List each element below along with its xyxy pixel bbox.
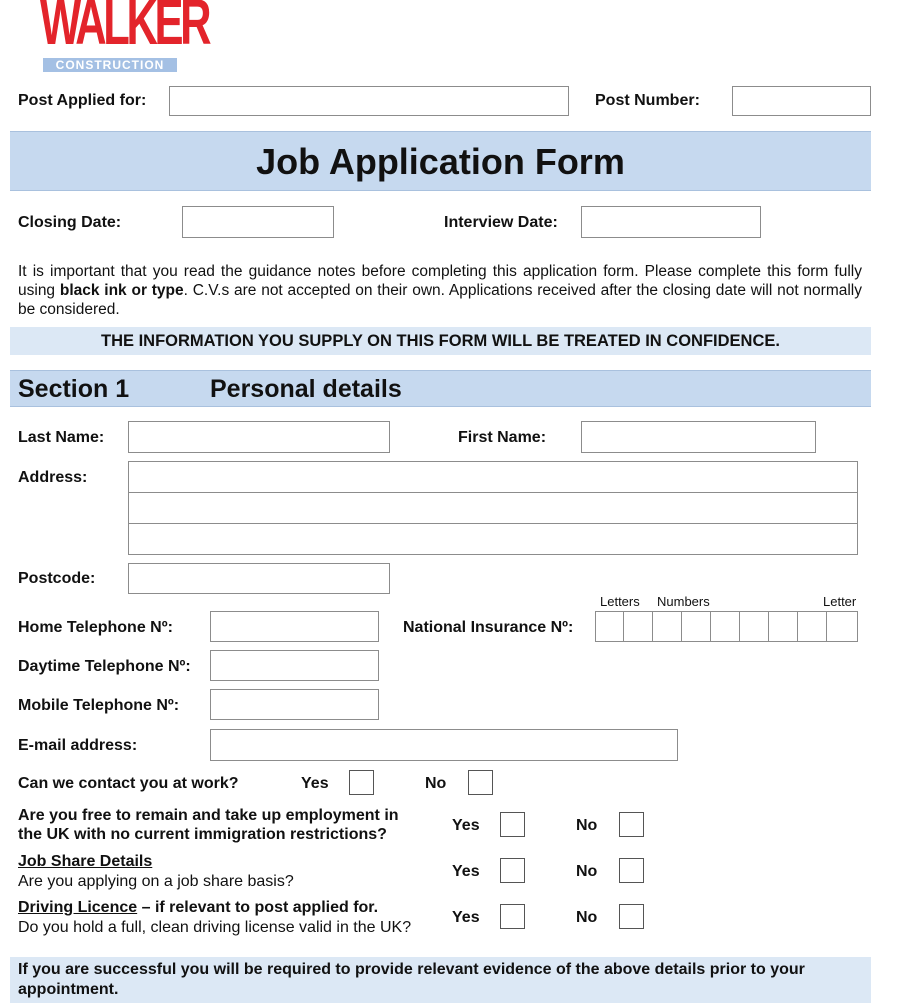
evidence-notice: If you are successful you will be required to provide relevant evidence of the above details prior to your appointment. (18, 961, 805, 998)
mobile-telephone-field[interactable] (210, 689, 379, 720)
national-insurance-cells (595, 611, 858, 642)
contact-work-no-checkbox[interactable] (468, 770, 493, 795)
immigration-no-label: No (576, 817, 598, 834)
job-share-yes-label: Yes (452, 863, 480, 880)
address-line-1[interactable] (128, 461, 858, 493)
intro-emphasis: black ink or type (59, 282, 184, 299)
postcode-label: Postcode: (18, 570, 96, 587)
logo-wordmark: WALKER (40, 0, 209, 58)
contact-work-yes-label: Yes (301, 775, 329, 792)
ni-cell-9[interactable] (827, 611, 858, 642)
closing-date-label: Closing Date: (18, 214, 122, 231)
job-share-no-label: No (576, 863, 598, 880)
address-line-2[interactable] (128, 492, 858, 524)
ni-cell-3[interactable] (653, 611, 682, 642)
address-label: Address: (18, 469, 88, 486)
last-name-label: Last Name: (18, 429, 105, 446)
driving-licence-question: Do you hold a full, clean driving license valid in the UK? (18, 919, 412, 936)
closing-date-field[interactable] (182, 206, 334, 238)
ni-cell-1[interactable] (595, 611, 624, 642)
intro-text-1: It is important that you read the guidance notes before completing this application form. Please complete this form fully using (18, 263, 862, 299)
driving-licence-heading-rest: – if relevant to post applied for. (137, 899, 379, 916)
driving-no-checkbox[interactable] (619, 904, 644, 929)
interview-date-field[interactable] (581, 206, 761, 238)
driving-yes-label: Yes (452, 909, 480, 926)
section-title: Personal details (210, 375, 402, 403)
contact-work-question: Can we contact you at work? (18, 775, 239, 792)
daytime-telephone-field[interactable] (210, 650, 379, 681)
page-title: Job Application Form (256, 141, 625, 182)
national-insurance-label: National Insurance Nº: (403, 619, 574, 636)
ni-caption-numbers: Numbers (657, 594, 710, 609)
logo-subtitle: CONSTRUCTION (43, 58, 177, 72)
driving-no-label: No (576, 909, 598, 926)
ni-caption-letters: Letters (600, 594, 640, 609)
immigration-yes-label: Yes (452, 817, 480, 834)
ni-cell-8[interactable] (798, 611, 827, 642)
email-label: E-mail address: (18, 737, 138, 754)
job-share-heading: Job Share Details (18, 853, 153, 870)
job-share-question: Are you applying on a job share basis? (18, 873, 294, 890)
company-logo (40, 0, 209, 74)
immigration-yes-checkbox[interactable] (500, 812, 525, 837)
daytime-telephone-label: Daytime Telephone Nº: (18, 658, 191, 675)
immigration-no-checkbox[interactable] (619, 812, 644, 837)
email-field[interactable] (210, 729, 678, 761)
ni-cell-6[interactable] (740, 611, 769, 642)
driving-yes-checkbox[interactable] (500, 904, 525, 929)
ni-caption-letter: Letter (823, 594, 857, 609)
last-name-field[interactable] (128, 421, 390, 453)
ni-cell-4[interactable] (682, 611, 711, 642)
first-name-label: First Name: (458, 429, 547, 446)
first-name-field[interactable] (581, 421, 816, 453)
interview-date-label: Interview Date: (444, 214, 558, 231)
address-line-3[interactable] (128, 523, 858, 555)
confidence-notice: THE INFORMATION YOU SUPPLY ON THIS FORM WILL BE TREATED IN CONFIDENCE. (101, 332, 780, 350)
job-share-yes-checkbox[interactable] (500, 858, 525, 883)
post-number-field[interactable] (732, 86, 871, 116)
post-number-label: Post Number: (595, 92, 700, 109)
ni-cell-5[interactable] (711, 611, 740, 642)
intro-text-2: . C.V.s are not accepted on their own. Applications received after the closing date will not normally be considered. (18, 282, 862, 318)
immigration-question-line-1: Are you free to remain and take up employment in (18, 807, 399, 824)
title-band (10, 131, 871, 191)
driving-licence-heading-underlined: Driving Licence (18, 899, 138, 916)
evidence-band (10, 957, 871, 1003)
post-applied-field[interactable] (169, 86, 569, 116)
mobile-telephone-label: Mobile Telephone Nº: (18, 697, 180, 714)
post-applied-label: Post Applied for: (18, 92, 147, 109)
driving-licence-heading (18, 898, 378, 918)
ni-cell-7[interactable] (769, 611, 798, 642)
home-telephone-field[interactable] (210, 611, 379, 642)
confidence-band (10, 327, 871, 355)
job-share-no-checkbox[interactable] (619, 858, 644, 883)
home-telephone-label: Home Telephone Nº: (18, 619, 173, 636)
section-number: Section 1 (18, 375, 130, 403)
contact-work-no-label: No (425, 775, 447, 792)
contact-work-yes-checkbox[interactable] (349, 770, 374, 795)
section-1-header (10, 370, 871, 407)
intro-paragraph (18, 262, 862, 319)
ni-cell-2[interactable] (624, 611, 653, 642)
postcode-field[interactable] (128, 563, 390, 594)
immigration-question-line-2: the UK with no current immigration restrictions? (18, 826, 387, 843)
